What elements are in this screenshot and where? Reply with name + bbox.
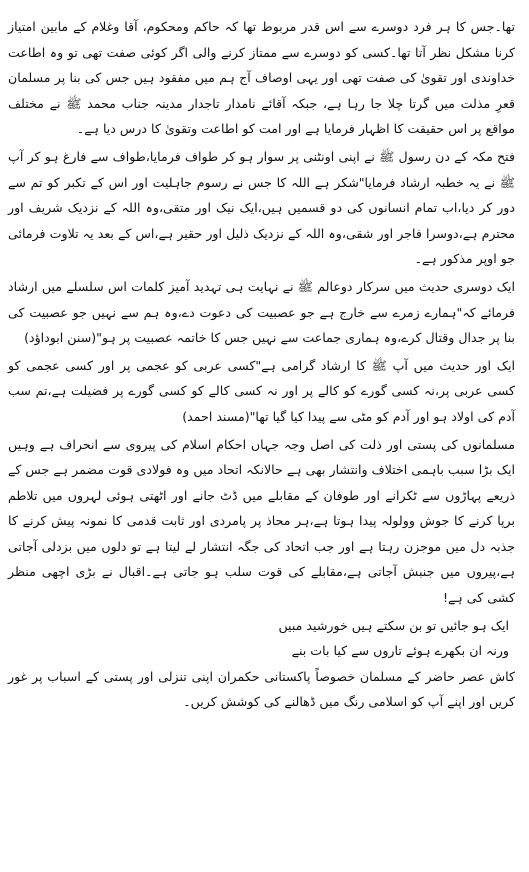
couplet-line-2: ورنہ ان بکھرے ہوئے تاروں سے کیا بات بنے <box>291 643 509 659</box>
couplet-line-1: ایک ہو جائیں تو بن سکتے ہیں خورشید مبیں <box>278 617 509 633</box>
paragraph-hadith-asabiyyah: ایک دوسری حدیث میں سرکار دوعالم ﷺ نے نہایت ہی تہدید آمیز کلمات اس سلسلے میں ارشاد فرمائے کہ"ہمارے زمرے سے خارج ہے جو عصبیت کی دعوت دے،وہ ہم سے نہیں جو عصبیت کی بنا پر جدال وقتال کرے،وہ ہماری جماعت سے نہیں جس کا خاتمہ عصبیت پر ہو"(سنن ابوداؤد) <box>8 278 515 346</box>
paragraph-fath-makkah-sermon: فتح مکہ کے دن رسول ﷺ نے اپنی اونٹنی پر سوار ہو کر طواف فرمایا،طواف سے فارغ ہو کر آپ ﷺ نے یہ خطبہ ارشاد فرمایا"شکر ہے اللہ کا جس نے رسوم جاہلیت اور اس کے تکبر کو تم سے دور کر دیا،اب تمام انسانوں کی دو قسمیں ہیں،ایک نیک اور متقی،وہ اللہ کے نزدیک شریف اور محترم ہے،دوسرا فاجر اور شقی،وہ اللہ کے نزدیک ذلیل اور حقیر ہے،اس کے بعد یہ تلاوت فرمائی جو اوپر مذکور ہے۔ <box>8 148 515 267</box>
iqbal-couplet <box>8 613 515 664</box>
paragraph-disunity-cause: مسلمانوں کی پستی اور ذلت کی اصل وجہ جہاں احکام اسلام کی پیروی سے انحراف ہے وہیں ایک بڑا سبب باہمی اختلاف وانتشار بھی ہے حالانکہ اتحاد میں وہ فولادی قوت مضمر ہے جس کے ذریعے پہاڑوں سے ٹکرانے اور طوفان کے مقابلے میں ڈٹ جانے اور اٹھتی ہوئی لہروں میں تلاطم برپا کرنے کا جوش وولولہ پیدا ہوتا ہے،ہر محاذ پر پامردی اور ثابت قدمی کا نمونہ پیش کرنے کا جذبہ دل میں موجزن رہتا ہے اور جب اتحاد کی جگہ انتشار لے لیتا ہے تو دلوں میں بزدلی آجاتی ہے،پیروں میں جنبش آجاتی ہے،مقابلے کی قوت سلب ہو جاتی ہے۔اقبال نے بڑی اچھی منظر کشی کی ہے! <box>8 436 515 606</box>
paragraph-hadith-equality: ایک اور حدیث میں آپ ﷺ کا ارشاد گرامی ہے"کسی عربی کو عجمی پر اور کسی عجمی کو کسی عربی پر،نہ کسی گورے کو کالے پر اور نہ کسی کالے کو کسی گورے پر فضیلت ہے،تم سب آدم کی اولاد ہو اور آدم کو مٹی سے پیدا کیا گیا تھا"(مسند احمد) <box>8 357 515 424</box>
paragraph-closing: کاش عصر حاضر کے مسلمان خصوصاً پاکستانی حکمران اپنی تنزلی اور پستی کے اسباب پر غور کریں اور اپنے آپ کو اسلامی رنگ میں ڈھالنے کی کوشش کریں۔ <box>8 668 515 710</box>
paragraph-unity-intro: تھا۔جس کا ہر فرد دوسرے سے اس قدر مربوط تھا کہ حاکم ومحکوم، آقا وغلام کے مابین امتیاز کرنا مشکل نظر آتا تھا۔کسی کو دوسرے سے ممتاز کرنے والی اگر کوئی صفت تھی تو وہ اطاعت خداوندی اور تقویٰ کی صفت تھی اور یہی اوصاف آج ہم میں مفقود ہیں جس کی بنا پر مسلمان قعرِ مذلت میں گرتا چلا جا رہا ہے، جبکہ آقائے نامدار تاجدار مدینہ جناب محمد ﷺ نے مختلف مواقع پر اس حقیقت کا اظہار فرمایا ہے اور امت کو اطاعت وتقویٰ کا درس دیا ہے۔ <box>8 19 515 137</box>
